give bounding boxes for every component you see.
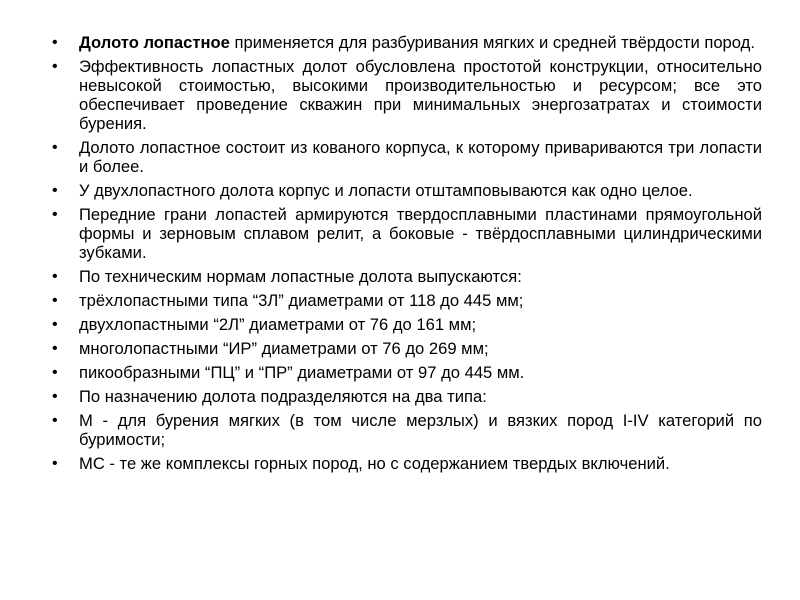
bullet-item-text: МС - те же комплексы горных пород, но с содержанием твердых включений. xyxy=(79,454,670,473)
bullet-item xyxy=(52,411,762,449)
bullet-item-text: По техническим нормам лопастные долота выпускаются: xyxy=(79,267,522,286)
bullet-item xyxy=(52,138,762,176)
bullet-item-text: М - для бурения мягких (в том числе мерзлых) и вязких пород I-IV категорий по буримости; xyxy=(79,411,762,449)
bullet-item-text: пикообразными “ПЦ” и “ПР” диаметрами от 97 до 445 мм. xyxy=(79,363,525,382)
bullet-item xyxy=(52,205,762,262)
bullet-item xyxy=(52,57,762,133)
bullet-dot-icon: • xyxy=(52,455,58,472)
bullet-item xyxy=(52,363,762,382)
bullet-item xyxy=(52,387,762,406)
bullet-dot-icon: • xyxy=(52,206,58,223)
bullet-list xyxy=(52,33,762,478)
bullet-item xyxy=(52,291,762,310)
bullet-dot-icon: • xyxy=(52,34,58,51)
bullet-item xyxy=(52,454,762,473)
bullet-item-text: применяется для разбуривания мягких и средней твёрдости пород. xyxy=(229,33,755,52)
bullet-dot-icon: • xyxy=(52,58,58,75)
bullet-item-text: У двухлопастного долота корпус и лопасти отштамповываются как одно целое. xyxy=(79,181,693,200)
bullet-item-text: трёхлопастными типа “3Л” диаметрами от 118 до 445 мм; xyxy=(79,291,524,310)
bullet-dot-icon: • xyxy=(52,412,58,429)
bullet-item-text: Передние грани лопастей армируются твердосплавными пластинами прямоугольной формы и зерновым сплавом релит, а боковые - твёрдосплавными цилиндрическими зубками. xyxy=(79,205,762,262)
bullet-dot-icon: • xyxy=(52,268,58,285)
bullet-item-text: двухлопастными “2Л” диаметрами от 76 до 161 мм; xyxy=(79,315,477,334)
bullet-item xyxy=(52,267,762,286)
bullet-dot-icon: • xyxy=(52,139,58,156)
bullet-dot-icon: • xyxy=(52,316,58,333)
bullet-dot-icon: • xyxy=(52,364,58,381)
bullet-item xyxy=(52,315,762,334)
bullet-dot-icon: • xyxy=(52,388,58,405)
bullet-item-text: Эффективность лопастных долот обусловлена простотой конструкции, относительно невысокой стоимостью, высокими производительностью и ресурсом; все это обеспечивает проведение скважин при минимальных энергозатратах и стоимости бурения. xyxy=(79,57,762,133)
bullet-item-text: По назначению долота подразделяются на два типа: xyxy=(79,387,487,406)
bullet-item-bold-term: Долото лопастное xyxy=(79,33,230,52)
bullet-item xyxy=(52,181,762,200)
bullet-item-text: многолопастными “ИР” диаметрами от 76 до 269 мм; xyxy=(79,339,489,358)
bullet-dot-icon: • xyxy=(52,340,58,357)
bullet-item xyxy=(52,33,762,52)
bullet-dot-icon: • xyxy=(52,182,58,199)
bullet-item xyxy=(52,339,762,358)
bullet-dot-icon: • xyxy=(52,292,58,309)
bullet-item-text: Долото лопастное состоит из кованого корпуса, к которому привариваются три лопасти и более. xyxy=(79,138,762,176)
